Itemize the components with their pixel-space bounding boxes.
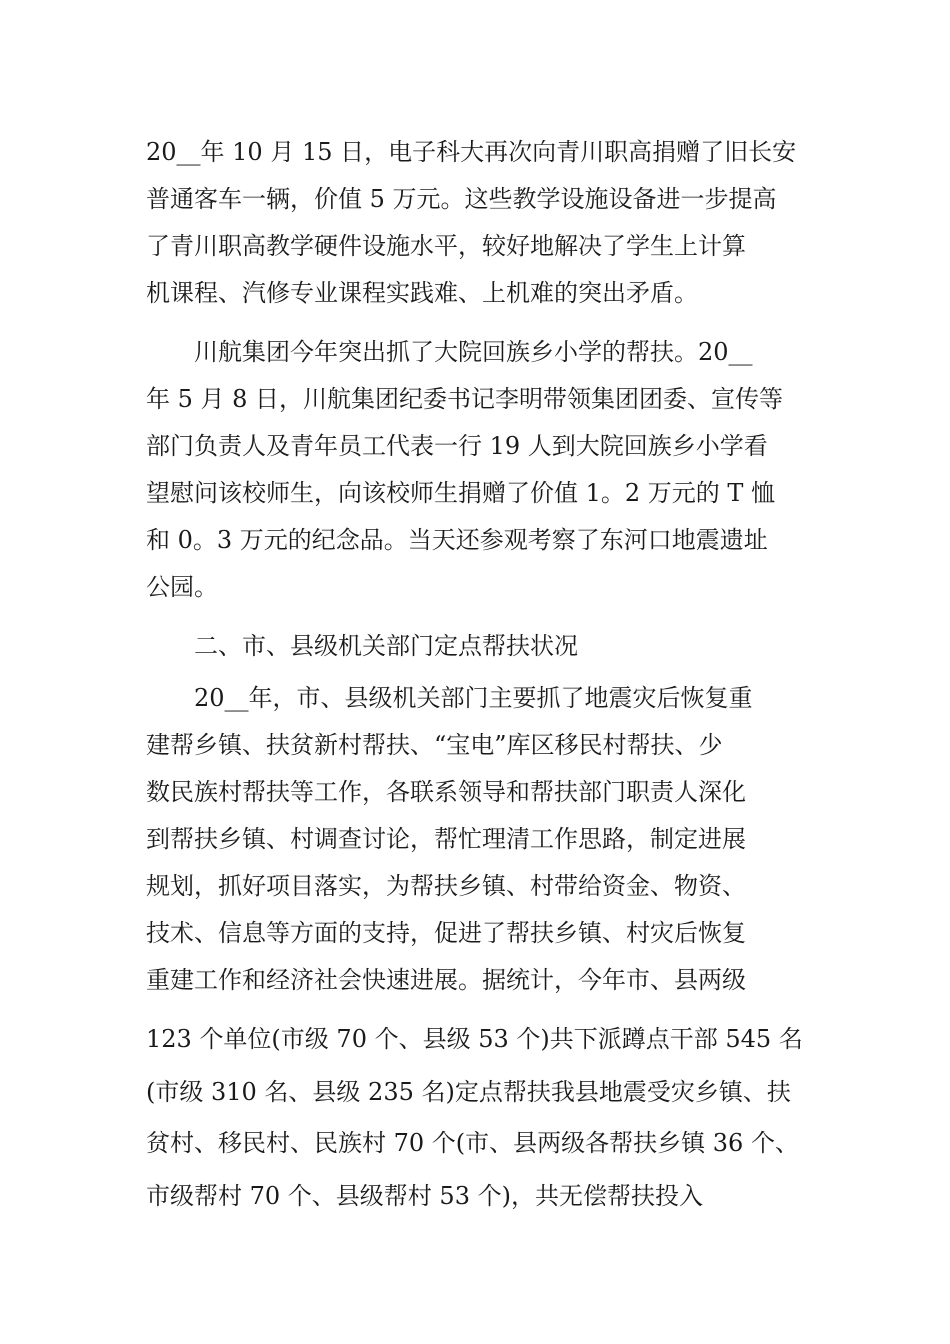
section-heading: 二、市、县级机关部门定点帮扶状况 xyxy=(194,632,578,660)
text-line-9: 和 0。3 万元的纪念品。当天还参观考察了东河口地震遗址 xyxy=(146,526,768,554)
paragraph-start-line-5: 川航集团今年突出抓了大院回族乡小学的帮扶。20__ xyxy=(194,338,753,366)
text-line-17: 技术、信息等方面的支持，促进了帮扶乡镇、村灾后恢复 xyxy=(146,919,746,947)
text-line-20: (市级 310 名、县级 235 名)定点帮扶我县地震受灾乡镇、扶 xyxy=(146,1078,791,1106)
text-line-22: 市级帮村 70 个、县级帮村 53 个)，共无偿帮扶投入 xyxy=(146,1182,703,1210)
text-line-8: 望慰问该校师生，向该校师生捐赠了价值 1。2 万元的 T 恤 xyxy=(146,479,776,507)
text-line-21: 贫村、移民村、民族村 70 个(市、县两级各帮扶乡镇 36 个、 xyxy=(146,1129,799,1157)
text-line-18: 重建工作和经济社会快速进展。据统计，今年市、县两级 xyxy=(146,966,746,994)
text-line-3: 了青川职高教学硬件设施水平，较好地解决了学生上计算 xyxy=(146,232,746,260)
text-line-14: 数民族村帮扶等工作，各联系领导和帮扶部门职责人深化 xyxy=(146,778,746,806)
text-line-19: 123 个单位(市级 70 个、县级 53 个)共下派蹲点干部 545 名 xyxy=(146,1025,803,1053)
text-line-13: 建帮乡镇、扶贫新村帮扶、“宝电”库区移民村帮扶、少 xyxy=(146,731,723,759)
paragraph-start-line-12: 20__年，市、县级机关部门主要抓了地震灾后恢复重 xyxy=(194,684,753,712)
text-line-1: 20__年 10 月 15 日，电子科大再次向青川职高捐赠了旧长安 xyxy=(146,138,797,166)
text-line-6: 年 5 月 8 日，川航集团纪委书记李明带领集团团委、宣传等 xyxy=(146,385,784,413)
text-line-15: 到帮扶乡镇、村调查讨论，帮忙理清工作思路，制定进展 xyxy=(146,825,746,853)
text-line-10: 公园。 xyxy=(146,573,218,601)
text-line-16: 规划，抓好项目落实，为帮扶乡镇、村带给资金、物资、 xyxy=(146,872,746,900)
text-line-4: 机课程、汽修专业课程实践难、上机难的突出矛盾。 xyxy=(146,279,698,307)
text-line-2: 普通客车一辆，价值 5 万元。这些教学设施设备进一步提高 xyxy=(146,185,777,213)
text-line-7: 部门负责人及青年员工代表一行 19 人到大院回族乡小学看 xyxy=(146,432,768,460)
